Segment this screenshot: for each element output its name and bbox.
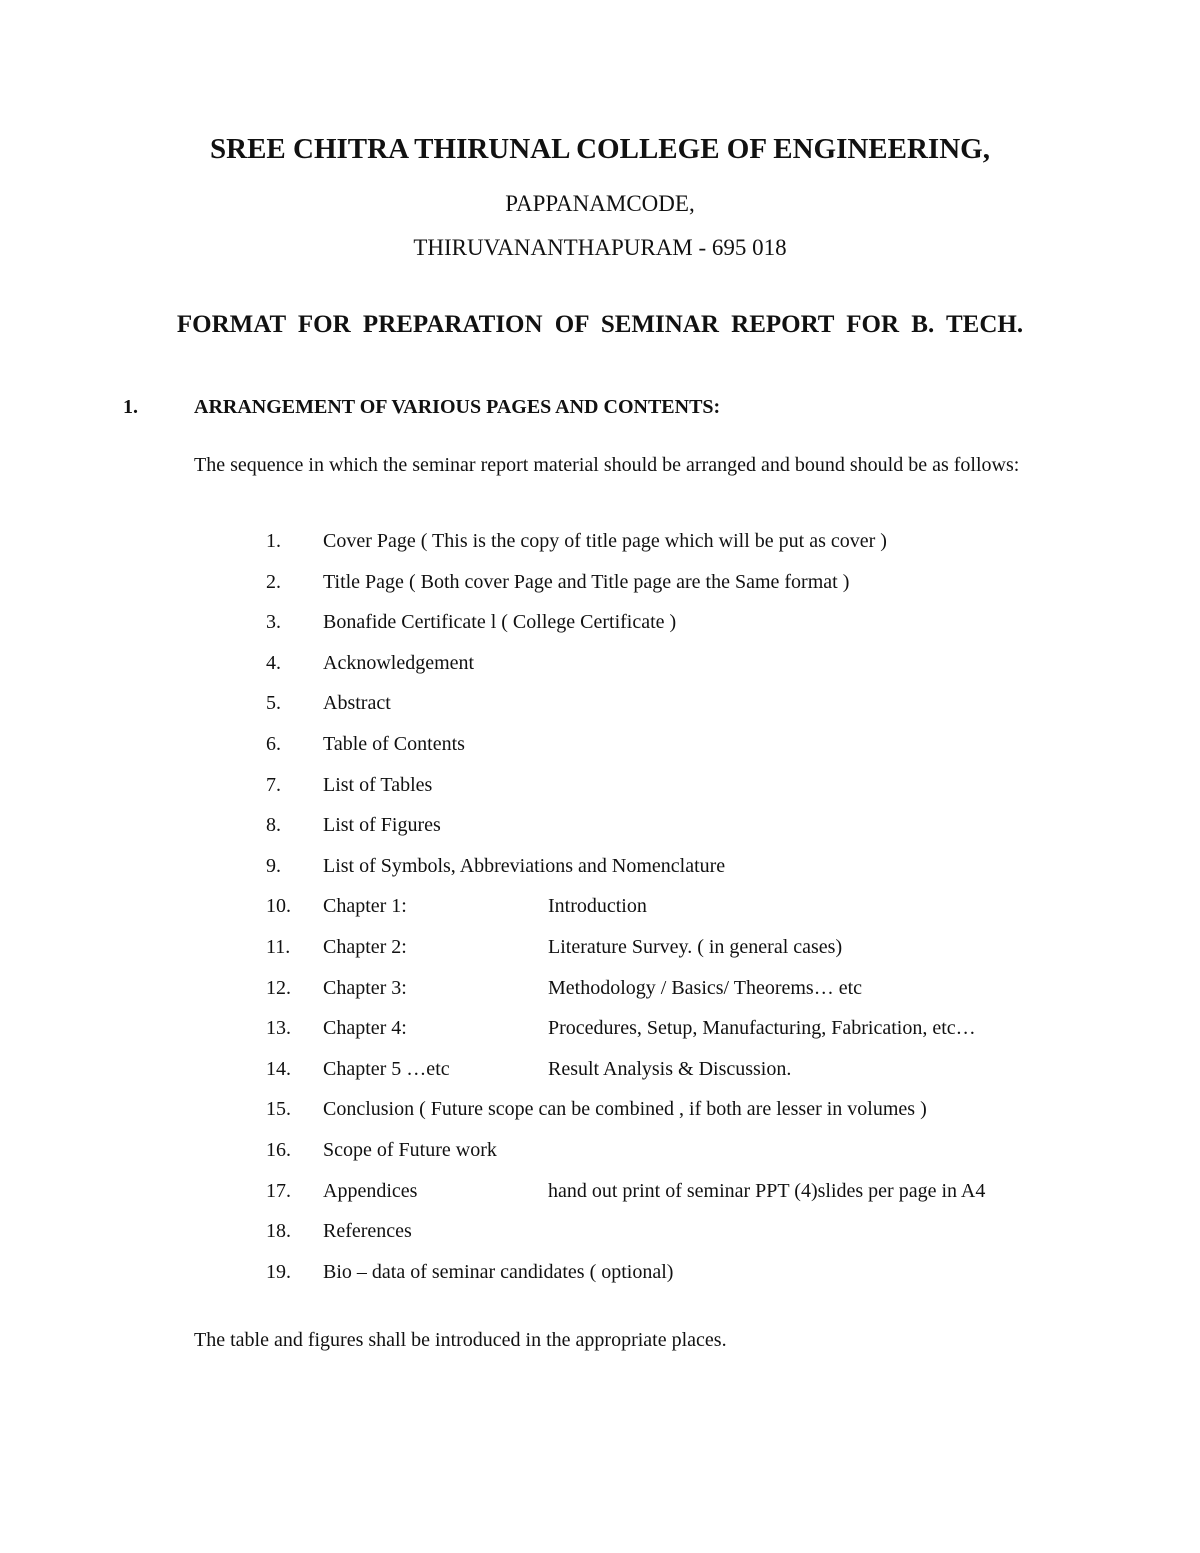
list-item-number: 2. bbox=[266, 570, 281, 593]
list-item-detail: Literature Survey. ( in general cases) bbox=[548, 936, 843, 958]
list-item-text: Bonafide Certificate l ( College Certificate ) bbox=[323, 611, 677, 634]
list-item-detail: Procedures, Setup, Manufacturing, Fabrication, etc… bbox=[548, 1017, 976, 1040]
list-item-number: 16. bbox=[266, 1139, 291, 1161]
list-item-number: 11. bbox=[266, 936, 291, 958]
list-item-number: 10. bbox=[266, 895, 291, 918]
list-item-text: Chapter 3: bbox=[323, 976, 407, 999]
list-item-number: 4. bbox=[266, 651, 281, 674]
list-item-number: 14. bbox=[266, 1057, 291, 1080]
list-item-number: 13. bbox=[266, 1017, 291, 1040]
list-item-number: 1. bbox=[266, 530, 281, 552]
list-item-text: Cover Page ( This is the copy of title page which will be put as cover ) bbox=[323, 530, 887, 552]
list-item-text: Table of Contents bbox=[323, 733, 465, 755]
list-item-detail: Result Analysis & Discussion. bbox=[548, 1057, 792, 1080]
list-item-number: 5. bbox=[266, 692, 281, 715]
section-number: 1. bbox=[123, 396, 138, 418]
list-item-text: Acknowledgement bbox=[323, 651, 475, 674]
section-title: ARRANGEMENT OF VARIOUS PAGES AND CONTENTS: bbox=[194, 396, 721, 418]
list-item-number: 12. bbox=[266, 976, 291, 999]
list-item-number: 15. bbox=[266, 1098, 291, 1121]
list-item-detail: Introduction bbox=[548, 895, 647, 918]
list-item-text: Chapter 4: bbox=[323, 1017, 407, 1040]
list-item-number: 7. bbox=[266, 773, 281, 796]
list-item-number: 3. bbox=[266, 611, 281, 634]
list-item-text: List of Symbols, Abbreviations and Nomenclature bbox=[323, 854, 726, 877]
list-item-text: Bio – data of seminar candidates ( optional) bbox=[323, 1260, 674, 1283]
address-line-1: PAPPANAMCODE, bbox=[505, 191, 695, 216]
list-item-detail: hand out print of seminar PPT (4)slides per page in A4 bbox=[548, 1179, 986, 1202]
list-item-number: 8. bbox=[266, 814, 281, 837]
address-line-2: THIRUVANANTHAPURAM - 695 018 bbox=[413, 235, 787, 260]
list-item-number: 18. bbox=[266, 1220, 291, 1243]
list-item-number: 6. bbox=[266, 733, 281, 755]
closing-paragraph: The table and figures shall be introduced in the appropriate places. bbox=[194, 1329, 727, 1351]
list-item-number: 19. bbox=[266, 1260, 291, 1283]
list-item-text: Appendices bbox=[323, 1179, 418, 1202]
list-item-text: References bbox=[323, 1220, 412, 1243]
list-item-number: 17. bbox=[266, 1179, 291, 1202]
list-item-text: List of Figures bbox=[323, 814, 441, 837]
intro-paragraph: The sequence in which the seminar report material should be arranged and bound should be as follows: bbox=[194, 454, 1020, 476]
list-item-number: 9. bbox=[266, 854, 281, 877]
list-item-text: Chapter 2: bbox=[323, 936, 407, 958]
list-item-text: Conclusion ( Future scope can be combined , if both are lesser in volumes ) bbox=[323, 1098, 927, 1121]
college-name: SREE CHITRA THIRUNAL COLLEGE OF ENGINEERING, bbox=[210, 133, 990, 165]
list-item-text: Chapter 5 …etc bbox=[323, 1057, 450, 1080]
list-item-text: Abstract bbox=[323, 692, 391, 715]
list-item-text: Scope of Future work bbox=[323, 1139, 497, 1161]
list-item-text: List of Tables bbox=[323, 773, 433, 796]
format-title: FORMAT FOR PREPARATION OF SEMINAR REPORT FOR B. TECH. bbox=[176, 311, 1024, 338]
list-item-detail: Methodology / Basics/ Theorems… etc bbox=[548, 976, 863, 999]
list-item-text: Title Page ( Both cover Page and Title page are the Same format ) bbox=[323, 570, 850, 593]
list-item-text: Chapter 1: bbox=[323, 895, 407, 918]
